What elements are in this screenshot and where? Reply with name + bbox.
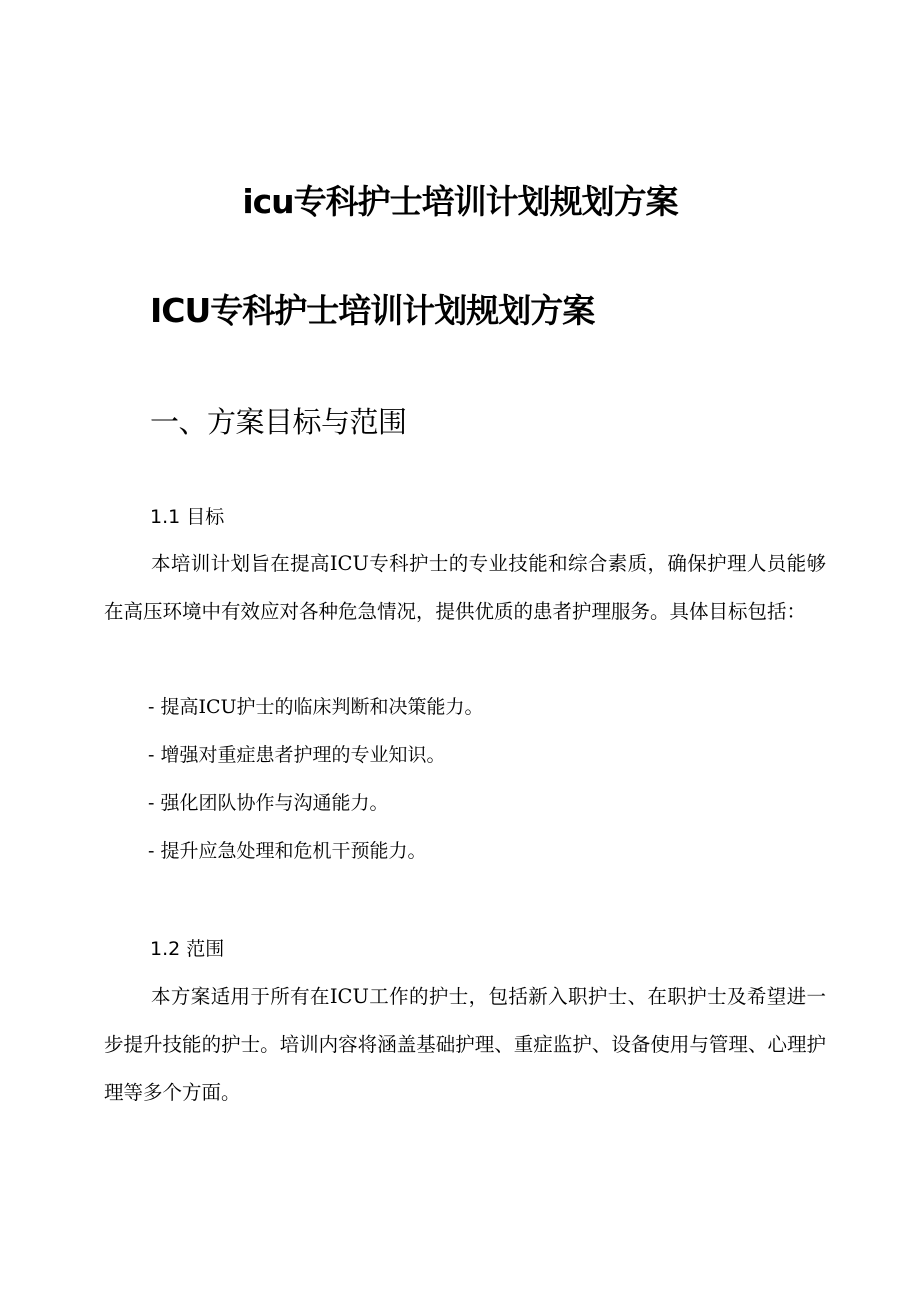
scope-paragraph: 本方案适用于所有在ICU工作的护士，包括新入职护士、在职护士及希望进一步提升技能的护士。培训内容将涵盖基础护理、重症监护、设备使用与管理、心理护理等多个方面。 [104,985,826,1104]
section-heading: 一、方案目标与范围 [150,405,407,439]
document-heading: ICU专科护士培训计划规划方案 [150,291,595,330]
goal-list [148,687,484,879]
goal-heading: 1.1 目标 [150,506,225,528]
list-item: - 提升应急处理和危机干预能力。 [148,840,427,862]
document-title: icu专科护士培训计划规划方案 [242,182,678,221]
list-item: - 强化团队协作与沟通能力。 [148,792,389,814]
goal-paragraph: 本培训计划旨在提高ICU专科护士的专业技能和综合素质，确保护理人员能够在高压环境中有效应对各种危急情况，提供优质的患者护理服务。具体目标包括： [104,552,826,623]
scope-heading: 1.2 范围 [150,938,225,960]
list-item: - 提高ICU护士的临床判断和决策能力。 [148,696,484,718]
list-item: - 增强对重症患者护理的专业知识。 [148,744,446,766]
